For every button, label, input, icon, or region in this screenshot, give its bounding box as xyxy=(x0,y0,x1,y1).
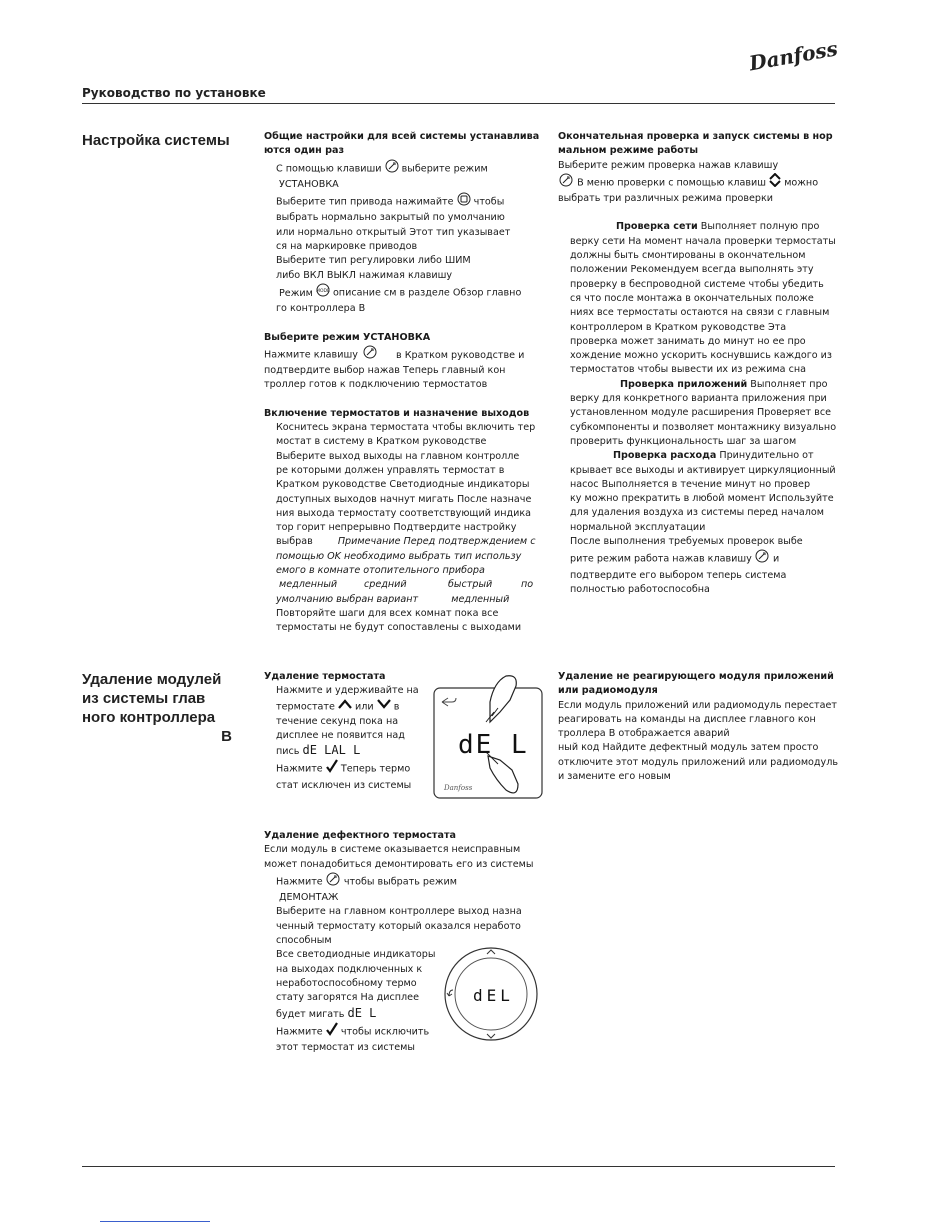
step-line: Нажмите клавишу в Кратком руководстве и xyxy=(264,345,544,364)
select-mode-heading: Выберите режим УСТАНОВКА xyxy=(264,331,431,343)
text-line: может понадобиться демонтировать его из системы xyxy=(264,858,534,870)
text-line: контроллером в Кратком руководстве Эта xyxy=(570,321,787,333)
text-line: выбрать нормально закрытый по умолчанию xyxy=(276,212,505,224)
text-line: ный код Найдите дефектный модуль затем просто xyxy=(558,742,819,754)
section-heading-system-setup: Настройка системы xyxy=(82,132,230,149)
remove-module-block xyxy=(558,670,838,784)
thermostat-display-text: dE L xyxy=(458,730,529,760)
text-line: неработоспособному термо xyxy=(276,977,417,989)
text-line: субкомпоненты и позволяет монтажнику визуально xyxy=(570,421,837,433)
mode-install: УСТАНОВКА xyxy=(279,178,339,190)
general-settings-heading-2: ются один раз xyxy=(264,145,345,157)
text-line: После выполнения требуемых проверок выбе xyxy=(570,536,803,548)
text-line: нормальной эксплуатации xyxy=(570,521,706,533)
danfoss-logo xyxy=(747,38,837,74)
svg-text:Danfoss: Danfoss xyxy=(444,784,473,792)
thermostat-round-display-text: dEL xyxy=(473,986,514,1005)
text-line: доступных выходов начнут мигать После назначе xyxy=(276,493,532,505)
setup-column-right xyxy=(558,130,838,597)
remove-module-heading-2: или радиомодуля xyxy=(558,685,658,697)
text-line: Выберите режим проверка нажав клавишу xyxy=(558,159,779,171)
text-line: проверка может занимать до минут но ее про xyxy=(570,335,806,347)
step-line: С помощью клавиши выберите режим xyxy=(276,159,544,178)
square-button-icon xyxy=(457,192,471,211)
text-line: подтвердите выбор нажав Теперь главный кон xyxy=(264,365,506,377)
thermostat-round-illustration xyxy=(443,946,539,1042)
text-line: ку можно прекратить в любой момент Используйте xyxy=(570,493,834,505)
text-line: Все светодиодные индикаторы xyxy=(276,949,436,961)
text-line: Коснитесь экрана термостата чтобы включить тер xyxy=(276,422,536,434)
step-line: рите режим работа нажав клавишу и xyxy=(570,549,838,568)
text-line: хождение можно ускорить коснувшись каждого из xyxy=(570,350,833,362)
text-line: полностью работоспособна xyxy=(570,583,710,595)
final-check-heading-2: мальном режиме работы xyxy=(558,145,699,157)
text-line: стат исключен из системы xyxy=(276,779,412,791)
text-line: ся что после монтажа в окончательных положе xyxy=(570,292,814,304)
text-line: на выходах подключенных к xyxy=(276,963,423,975)
text-line: Если модуль приложений или радиомодуль перестает xyxy=(558,699,837,711)
text-line: Если модуль в системе оказывается неисправным xyxy=(264,844,521,856)
text-line: ния выхода термостату соответствующий индика xyxy=(276,507,532,519)
note-options-line: медленный средний быстрый по xyxy=(279,579,534,591)
note-line: выбрав Примечание Перед подтверждением с xyxy=(276,536,536,548)
remove-module-heading-1: Удаление не реагирующего модуля приложений xyxy=(558,671,834,682)
step-line: Нажмите Теперь термо xyxy=(276,759,424,778)
text-line: для удаления воздуха из системы перед началом xyxy=(570,507,824,519)
note-line: помощью OK необходимо выбрать тип использу xyxy=(276,550,522,562)
text-line: мостат в систему в Кратком руководстве xyxy=(276,436,487,448)
text-line: проверку в беспроводной системе чтобы убедить xyxy=(570,278,824,290)
wrench-key-icon xyxy=(755,549,770,568)
step-line: Режим MODE описание см в разделе Обзор главно xyxy=(276,283,544,302)
text-line: ре которыми должен управлять термостат в xyxy=(276,464,505,476)
wrench-key-icon xyxy=(558,173,574,192)
text-line: троллер готов к подключению термостатов xyxy=(264,379,488,391)
mode-button-icon xyxy=(316,283,330,302)
text-line: отключите этот модуль приложений или радиомодуль xyxy=(558,756,839,768)
text-line: выбрать три различных режима проверки xyxy=(558,193,773,205)
text-line: верку для конкретного варианта приложения при xyxy=(570,393,827,405)
display-text-line: будет мигать dE L xyxy=(276,1005,377,1020)
note-line: умолчанию выбран вариант медленный xyxy=(276,593,510,605)
step-line: Нажмите чтобы исключить xyxy=(276,1022,544,1041)
text-line: Повторяйте шаги для всех комнат пока все xyxy=(276,607,499,619)
text-line: термостаты не будут сопоставлены с выходами xyxy=(276,622,522,634)
checkmark-icon xyxy=(326,759,338,778)
thermostat-square-illustration xyxy=(432,672,547,802)
text-line: верку сети На момент начала проверки термостаты xyxy=(570,235,836,247)
wrench-key-icon xyxy=(385,159,399,178)
text-line: положении Рекомендуем всегда выполнять эту xyxy=(570,264,814,276)
text-line: способным xyxy=(276,935,332,947)
text-line: подтвердите его выбором теперь система xyxy=(570,569,787,581)
text-line: троллера В отображается аварий xyxy=(558,728,730,740)
checkmark-icon xyxy=(326,1022,338,1041)
text-line: Выберите на главном контроллере выход назна xyxy=(276,906,522,918)
up-down-arrows-icon xyxy=(769,173,781,192)
text-line: Выберите тип регулировки либо ШИМ xyxy=(276,255,471,267)
text-line: и замените его новым xyxy=(558,771,671,783)
text-line: течение секунд пока на xyxy=(276,715,399,727)
text-line: или нормально открытый Этот тип указывает xyxy=(276,226,511,238)
step-line: Нажмите чтобы выбрать режим xyxy=(276,872,544,891)
remove-faulty-heading: Удаление дефектного термостата xyxy=(264,830,456,841)
text-line: го контроллера В xyxy=(276,303,366,315)
text-line: должны быть смонтированы в окончательном xyxy=(570,250,806,262)
text-line: установленном модуле расширения Проверяет все xyxy=(570,407,831,419)
step-line: В меню проверки с помощью клавиш можно xyxy=(558,173,838,192)
footer-rule xyxy=(82,1166,835,1167)
step-line: термостате или в xyxy=(276,699,424,715)
header-rule xyxy=(82,103,835,104)
section-heading-remove-modules: Удаление модулей из системы глав ного контроллера B xyxy=(82,671,232,745)
text-line: этот термостат из системы xyxy=(276,1042,415,1054)
text-line: стату загорятся На дисплее xyxy=(276,992,419,1004)
svg-text:MODE: MODE xyxy=(316,288,330,294)
text-line: либо ВКЛ ВЫКЛ нажимая клавишу xyxy=(276,269,453,281)
footer-link-underline xyxy=(100,1221,210,1222)
mode-dismount: ДЕМОНТАЖ xyxy=(279,892,339,904)
network-check-line: Проверка сети Выполняет полную про xyxy=(616,221,820,233)
svg-text:Danfoss: Danfoss xyxy=(747,38,837,74)
setup-column-left xyxy=(264,130,544,636)
danfoss-logo-mark xyxy=(747,38,837,74)
document-title: Руководство по установке xyxy=(82,86,266,100)
text-line: крывает все выходы и активирует циркуляционный xyxy=(570,464,836,476)
flow-check-line: Проверка расхода Принудительно от xyxy=(613,450,814,462)
text-line: насос Выполняется в течение минут но провер xyxy=(570,478,811,490)
applications-check-line: Проверка приложений Выполняет про xyxy=(620,378,828,390)
text-line: проверить функциональность шаг за шагом xyxy=(570,435,797,447)
text-line: термостатов чтобы вывести их из режима сна xyxy=(570,364,807,376)
wrench-key-icon xyxy=(326,872,341,891)
text-line: реагировать на команды на дисплее главного кон xyxy=(558,713,816,725)
text-line: ниях все термостаты остаются на связи с главным xyxy=(570,307,830,319)
step-line: Выберите тип привода нажимайте чтобы xyxy=(276,192,544,211)
final-check-heading-1: Окончательная проверка и запуск системы в нор xyxy=(558,131,833,142)
note-line: емого в комнате отопительного прибора xyxy=(276,565,485,577)
remove-thermostat-heading: Удаление термостата xyxy=(264,671,386,682)
text-line: дисплее не появится над xyxy=(276,729,405,741)
text-line: ченный термостату который оказался неработо xyxy=(276,920,521,932)
text-line: Выберите выход выходы на главном контролле xyxy=(276,450,520,462)
wrench-key-icon xyxy=(361,345,379,364)
text-line: тор горит непрерывно Подтвердите настройку xyxy=(276,522,517,534)
text-line: Кратком руководстве Светодиодные индикаторы xyxy=(276,479,530,491)
chevron-up-icon xyxy=(338,699,352,714)
remove-thermostat-block xyxy=(264,670,424,793)
general-settings-heading-1: Общие настройки для всей системы устанавлива xyxy=(264,131,540,142)
text-line: ся на маркировке приводов xyxy=(276,241,418,253)
display-text-line: пись dE LAL L xyxy=(276,743,361,758)
chevron-down-icon xyxy=(377,699,391,714)
enable-thermostats-heading: Включение термостатов и назначение выходов xyxy=(264,407,530,419)
text-line: Нажмите и удерживайте на xyxy=(276,685,419,697)
